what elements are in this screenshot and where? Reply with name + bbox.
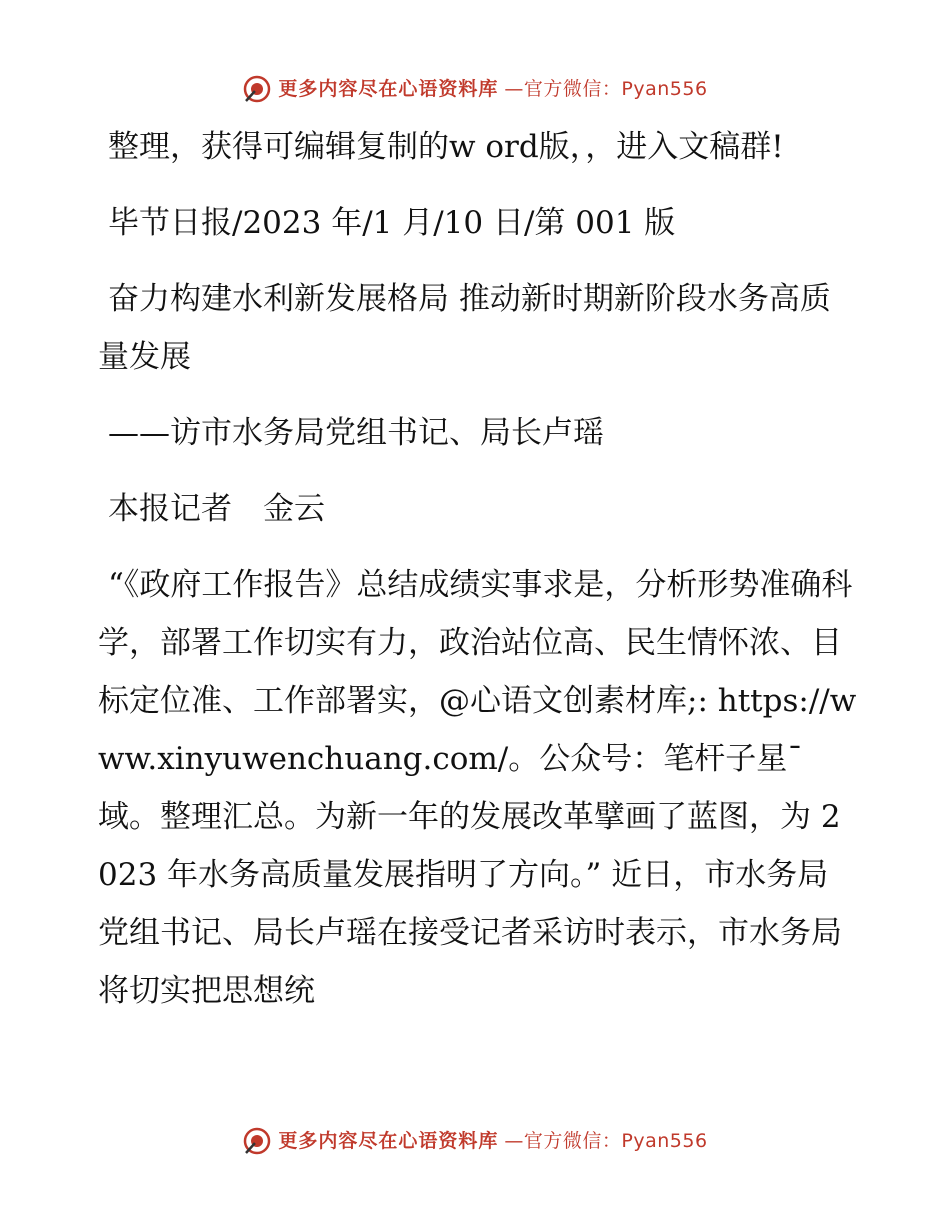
document-body xyxy=(98,118,858,1020)
intro-text: 整理，获得可编辑复制的w ord版，，进入文稿群! xyxy=(108,129,784,165)
footer-watermark xyxy=(0,1126,950,1156)
subheadline: ——访市水务局党组书记、局长卢瑶 xyxy=(108,415,604,451)
pen-logo-icon xyxy=(242,74,272,104)
watermark-text: 更多内容尽在心语资料库 xyxy=(278,78,499,100)
watermark-wechat: —官方微信：Pyan556 xyxy=(504,1130,708,1152)
body-paragraph: “《政府工作报告》总结成绩实事求是，分析形势准确科学，部署工作切实有力，政治站位高、民生情怀浓、目标定位准、工作部署实，@心语文创素材库;: https://www.xinyuwenchuang.com/。公众号：笔杆子星¯域。整理汇总。为新一年的发展改革擘画了蓝图，为 2023 年水务高质量发展指明了方向。” 近日，市水务局党组书记、局长卢瑶在接受记者采访时表示，市水务局将切实把思想统 xyxy=(98,567,857,1009)
pen-logo-icon xyxy=(242,1126,272,1156)
watermark-wechat: —官方微信：Pyan556 xyxy=(504,78,708,100)
byline: 本报记者 金云 xyxy=(108,491,325,527)
watermark-text: 更多内容尽在心语资料库 xyxy=(278,1130,499,1152)
header-watermark xyxy=(0,74,950,104)
source-line: 毕节日报/2023 年/1 月/10 日/第 001 版 xyxy=(108,205,676,241)
headline: 奋力构建水利新发展格局 推动新时期新阶段水务高质量发展 xyxy=(98,281,831,375)
